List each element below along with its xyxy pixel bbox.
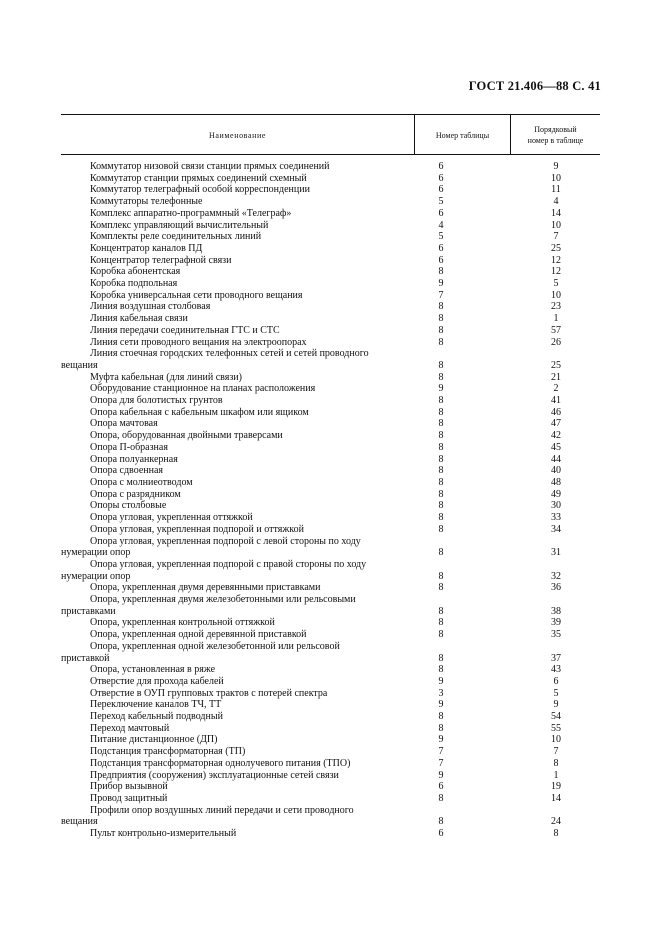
row-order-number: 33 <box>551 512 561 524</box>
row-name: Комплекс управляющий вычислительный <box>90 219 269 231</box>
row-order-number: 32 <box>551 570 561 582</box>
table-row <box>61 313 601 325</box>
row-name: Линия воздушная столбовая <box>90 301 211 313</box>
row-name: Отверстие для прохода кабелей <box>90 675 224 687</box>
row-table-number: 7 <box>438 746 444 758</box>
row-order-number: 49 <box>551 488 561 500</box>
row-table-number: 3 <box>438 687 444 699</box>
table-row <box>61 676 601 688</box>
row-order-number: 38 <box>551 605 561 617</box>
row-name: Опора, установленная в ряже <box>90 664 216 676</box>
row-name: Опоры столбовые <box>90 500 167 512</box>
row-order-number: 43 <box>551 664 561 676</box>
row-table-number: 7 <box>438 757 444 769</box>
row-order-number: 10 <box>551 734 561 746</box>
table-row <box>61 781 601 793</box>
table-row <box>61 418 601 430</box>
row-order-number: 35 <box>551 629 561 641</box>
row-table-number: 5 <box>438 196 444 208</box>
row-table-number: 6 <box>438 161 444 172</box>
table-row <box>61 173 601 185</box>
row-table-number: 8 <box>438 711 444 723</box>
row-table-number: 8 <box>438 816 444 828</box>
row-name: Опора, укрепленная контрольной оттяжкой <box>90 617 275 629</box>
row-name: Провод защитный <box>90 792 168 804</box>
table-row <box>61 196 601 208</box>
table-row <box>61 278 601 290</box>
row-order-number: 57 <box>551 324 561 336</box>
table-row <box>61 325 601 337</box>
row-order-number: 23 <box>551 301 561 313</box>
row-table-number: 9 <box>438 734 444 746</box>
column-header-name: Наименование <box>208 131 267 140</box>
table-header-border <box>61 154 600 155</box>
row-name: Прибор вызывной <box>90 781 168 793</box>
row-table-number: 8 <box>438 301 444 313</box>
row-table-number: 6 <box>438 828 444 840</box>
row-order-number: 48 <box>551 476 561 488</box>
row-table-number: 9 <box>438 675 444 687</box>
row-table-number: 8 <box>438 629 444 641</box>
row-name: Переключение каналов ТЧ, ТТ <box>90 699 222 711</box>
row-order-number: 41 <box>551 395 561 407</box>
row-name: Коммутатор станции прямых соединений схемный <box>90 172 307 184</box>
table-row <box>61 524 601 536</box>
row-table-number: 8 <box>438 488 444 500</box>
table-row <box>61 805 601 828</box>
row-order-number: 34 <box>551 523 561 535</box>
row-table-number: 4 <box>438 219 444 231</box>
row-table-number: 9 <box>438 769 444 781</box>
row-name: Оборудование станционное на планах расположения <box>90 383 316 395</box>
row-order-number: 36 <box>551 582 561 594</box>
row-order-number: 46 <box>551 406 561 418</box>
row-table-number: 7 <box>438 289 444 301</box>
row-order-number: 1 <box>553 769 559 781</box>
row-order-number: 21 <box>551 371 561 383</box>
table-row <box>61 161 601 173</box>
row-order-number: 6 <box>553 675 559 687</box>
table-row <box>61 699 601 711</box>
row-order-number: 14 <box>551 792 561 804</box>
table-row <box>61 664 601 676</box>
row-table-number: 9 <box>438 278 444 290</box>
row-table-number: 6 <box>438 184 444 196</box>
row-table-number: 8 <box>438 652 444 664</box>
table-row <box>61 746 601 758</box>
row-name: Опора, укрепленная одной железобетонной или рельсовой приставкой <box>61 640 340 664</box>
table-row <box>61 465 601 477</box>
row-name: Муфта кабельная (для линий связи) <box>90 371 242 383</box>
table-row <box>61 430 601 442</box>
row-name: Опора П-образная <box>90 441 168 453</box>
row-table-number: 8 <box>438 359 444 371</box>
table-row <box>61 594 601 617</box>
index-table-body <box>61 161 601 840</box>
table-row <box>61 758 601 770</box>
table-row <box>61 407 601 419</box>
row-table-number: 6 <box>438 242 444 254</box>
row-name: Опора, укрепленная двумя деревянными приставками <box>90 582 321 594</box>
row-name: Опора, укрепленная одной деревянной приставкой <box>90 629 307 641</box>
row-name: Коммутаторы телефонные <box>90 196 203 208</box>
row-table-number: 8 <box>438 465 444 477</box>
row-order-number: 24 <box>551 816 561 828</box>
row-order-number: 11 <box>551 184 561 196</box>
row-name: Концентратор телеграфной связи <box>90 254 232 266</box>
row-name: Коробка абонентская <box>90 266 181 278</box>
row-name: Опора полуанкерная <box>90 453 178 465</box>
row-order-number: 14 <box>551 207 561 219</box>
row-name: Предприятия (сооружения) эксплуатационные сетей связи <box>90 769 339 781</box>
row-table-number: 8 <box>438 313 444 325</box>
row-table-number: 8 <box>438 582 444 594</box>
row-order-number: 12 <box>551 266 561 278</box>
row-order-number: 26 <box>551 336 561 348</box>
row-name: Опора с разрядником <box>90 488 181 500</box>
row-name: Опора угловая, укрепленная подпорой с правой стороны по ходу нумерации опор <box>61 558 367 582</box>
row-name: Подстанция трансформаторная однолучевого питания (ТПО) <box>90 757 351 769</box>
table-row <box>61 512 601 524</box>
row-name: Опора кабельная с кабельным шкафом или ящиком <box>90 406 309 418</box>
table-row <box>61 301 601 313</box>
table-row <box>61 220 601 232</box>
row-order-number: 9 <box>553 161 559 172</box>
row-name: Переход мачтовый <box>90 722 170 734</box>
table-row <box>61 734 601 746</box>
row-name: Опора с молниеотводом <box>90 476 193 488</box>
row-order-number: 37 <box>551 652 561 664</box>
row-order-number: 10 <box>551 219 561 231</box>
row-name: Линия стоечная городских телефонных сетей и сетей проводного вещания <box>61 348 369 371</box>
table-row <box>61 348 601 371</box>
table-row <box>61 266 601 278</box>
row-order-number: 12 <box>551 254 561 266</box>
table-row <box>61 500 601 512</box>
column-header-order <box>511 124 600 146</box>
row-table-number: 8 <box>438 430 444 442</box>
table-row <box>61 489 601 501</box>
row-order-number: 44 <box>551 453 561 465</box>
row-order-number: 9 <box>553 699 559 711</box>
column-header-table: Номер таблицы <box>435 131 490 140</box>
table-row <box>61 454 601 466</box>
row-name: Линия передачи соединительная ГТС и СТС <box>90 324 280 336</box>
row-order-number: 40 <box>551 465 561 477</box>
table-row <box>61 723 601 735</box>
row-order-number: 47 <box>551 418 561 430</box>
row-name: Коммутатор телеграфный особой корреспонденции <box>90 184 310 196</box>
table-row <box>61 255 601 267</box>
page-header: ГОСТ 21.406—88 С. 41 <box>468 79 601 93</box>
table-row <box>61 617 601 629</box>
row-order-number: 2 <box>553 383 559 395</box>
row-table-number: 8 <box>438 406 444 418</box>
row-table-number: 8 <box>438 441 444 453</box>
row-table-number: 8 <box>438 324 444 336</box>
row-table-number: 8 <box>438 605 444 617</box>
table-row <box>61 582 601 594</box>
row-name: Опора для болотистых грунтов <box>90 395 223 407</box>
row-order-number: 5 <box>553 278 559 290</box>
row-order-number: 25 <box>551 359 561 371</box>
table-row <box>61 395 601 407</box>
row-name: Комплекс аппаратно-программный «Телеграф» <box>90 207 292 219</box>
row-table-number: 8 <box>438 664 444 676</box>
row-table-number: 8 <box>438 418 444 430</box>
row-name: Опора, оборудованная двойными траверсами <box>90 430 283 442</box>
row-table-number: 8 <box>438 617 444 629</box>
row-order-number: 8 <box>553 757 559 769</box>
row-name: Линия кабельная связи <box>90 313 188 325</box>
row-name: Линия сети проводного вещания на электроопорах <box>90 336 307 348</box>
row-order-number: 5 <box>553 687 559 699</box>
row-name: Концентратор каналов ПД <box>90 242 203 254</box>
table-row <box>61 793 601 805</box>
row-table-number: 8 <box>438 792 444 804</box>
row-table-number: 9 <box>438 383 444 395</box>
table-row <box>61 231 601 243</box>
table-row <box>61 711 601 723</box>
row-table-number: 5 <box>438 231 444 243</box>
row-name: Коммутатор низовой связи станции прямых соединений <box>90 161 330 172</box>
column-header-order-line2: номер в таблице <box>527 136 584 145</box>
row-table-number: 8 <box>438 500 444 512</box>
row-order-number: 55 <box>551 722 561 734</box>
row-name: Опора угловая, укрепленная подпорой и оттяжкой <box>90 523 304 535</box>
row-name: Опора мачтовая <box>90 418 158 430</box>
row-name: Коробка универсальная сети проводного вещания <box>90 289 303 301</box>
row-order-number: 4 <box>553 196 559 208</box>
row-table-number: 8 <box>438 547 444 559</box>
row-table-number: 6 <box>438 254 444 266</box>
row-name: Опора угловая, укрепленная подпорой с левой стороны по ходу нумерации опор <box>61 535 361 559</box>
row-order-number: 42 <box>551 430 561 442</box>
row-order-number: 39 <box>551 617 561 629</box>
row-order-number: 1 <box>553 313 559 325</box>
row-table-number: 6 <box>438 781 444 793</box>
row-name: Пульт контрольно-измерительный <box>90 828 237 840</box>
row-table-number: 8 <box>438 266 444 278</box>
row-name: Коробка подпольная <box>90 278 178 290</box>
row-name: Переход кабельный подводный <box>90 711 223 723</box>
table-row <box>61 337 601 349</box>
row-order-number: 19 <box>551 781 561 793</box>
row-table-number: 8 <box>438 453 444 465</box>
table-row <box>61 688 601 700</box>
row-order-number: 54 <box>551 711 561 723</box>
table-row <box>61 442 601 454</box>
table-top-border <box>61 114 600 115</box>
table-row <box>61 243 601 255</box>
row-table-number: 8 <box>438 523 444 535</box>
row-table-number: 9 <box>438 699 444 711</box>
row-table-number: 8 <box>438 476 444 488</box>
row-name: Комплекты реле соединительных линий <box>90 231 262 243</box>
row-order-number: 8 <box>553 828 559 840</box>
table-row <box>61 770 601 782</box>
row-name: Опора, укрепленная двумя железобетонными или рельсовыми приставками <box>61 594 356 617</box>
row-order-number: 31 <box>551 547 561 559</box>
row-name: Питание дистанционное (ДП) <box>90 734 218 746</box>
row-name: Подстанция трансформаторная (ТП) <box>90 746 246 758</box>
row-table-number: 6 <box>438 207 444 219</box>
row-name: Опора сдвоенная <box>90 465 163 477</box>
table-row <box>61 372 601 384</box>
row-table-number: 8 <box>438 371 444 383</box>
column-header-order-line1: Порядковый <box>534 125 577 134</box>
table-row <box>61 828 601 840</box>
row-table-number: 8 <box>438 512 444 524</box>
row-table-number: 8 <box>438 722 444 734</box>
table-row <box>61 477 601 489</box>
row-table-number: 8 <box>438 395 444 407</box>
row-table-number: 6 <box>438 172 444 184</box>
table-row <box>61 536 601 559</box>
row-order-number: 7 <box>553 231 559 243</box>
row-name: Профили опор воздушных линий передачи и сети проводного вещания <box>61 804 354 828</box>
row-order-number: 10 <box>551 172 561 184</box>
table-row <box>61 641 601 664</box>
table-row <box>61 208 601 220</box>
table-row <box>61 184 601 196</box>
row-order-number: 25 <box>551 242 561 254</box>
table-row <box>61 629 601 641</box>
row-order-number: 45 <box>551 441 561 453</box>
table-row <box>61 383 601 395</box>
row-table-number: 8 <box>438 336 444 348</box>
row-order-number: 7 <box>553 746 559 758</box>
row-order-number: 10 <box>551 289 561 301</box>
row-order-number: 30 <box>551 500 561 512</box>
row-table-number: 8 <box>438 570 444 582</box>
row-name: Отверстие в ОУП групповых трактов с потерей спектра <box>90 687 328 699</box>
table-row <box>61 559 601 582</box>
row-name: Опора угловая, укрепленная оттяжкой <box>90 512 253 524</box>
table-row <box>61 290 601 302</box>
